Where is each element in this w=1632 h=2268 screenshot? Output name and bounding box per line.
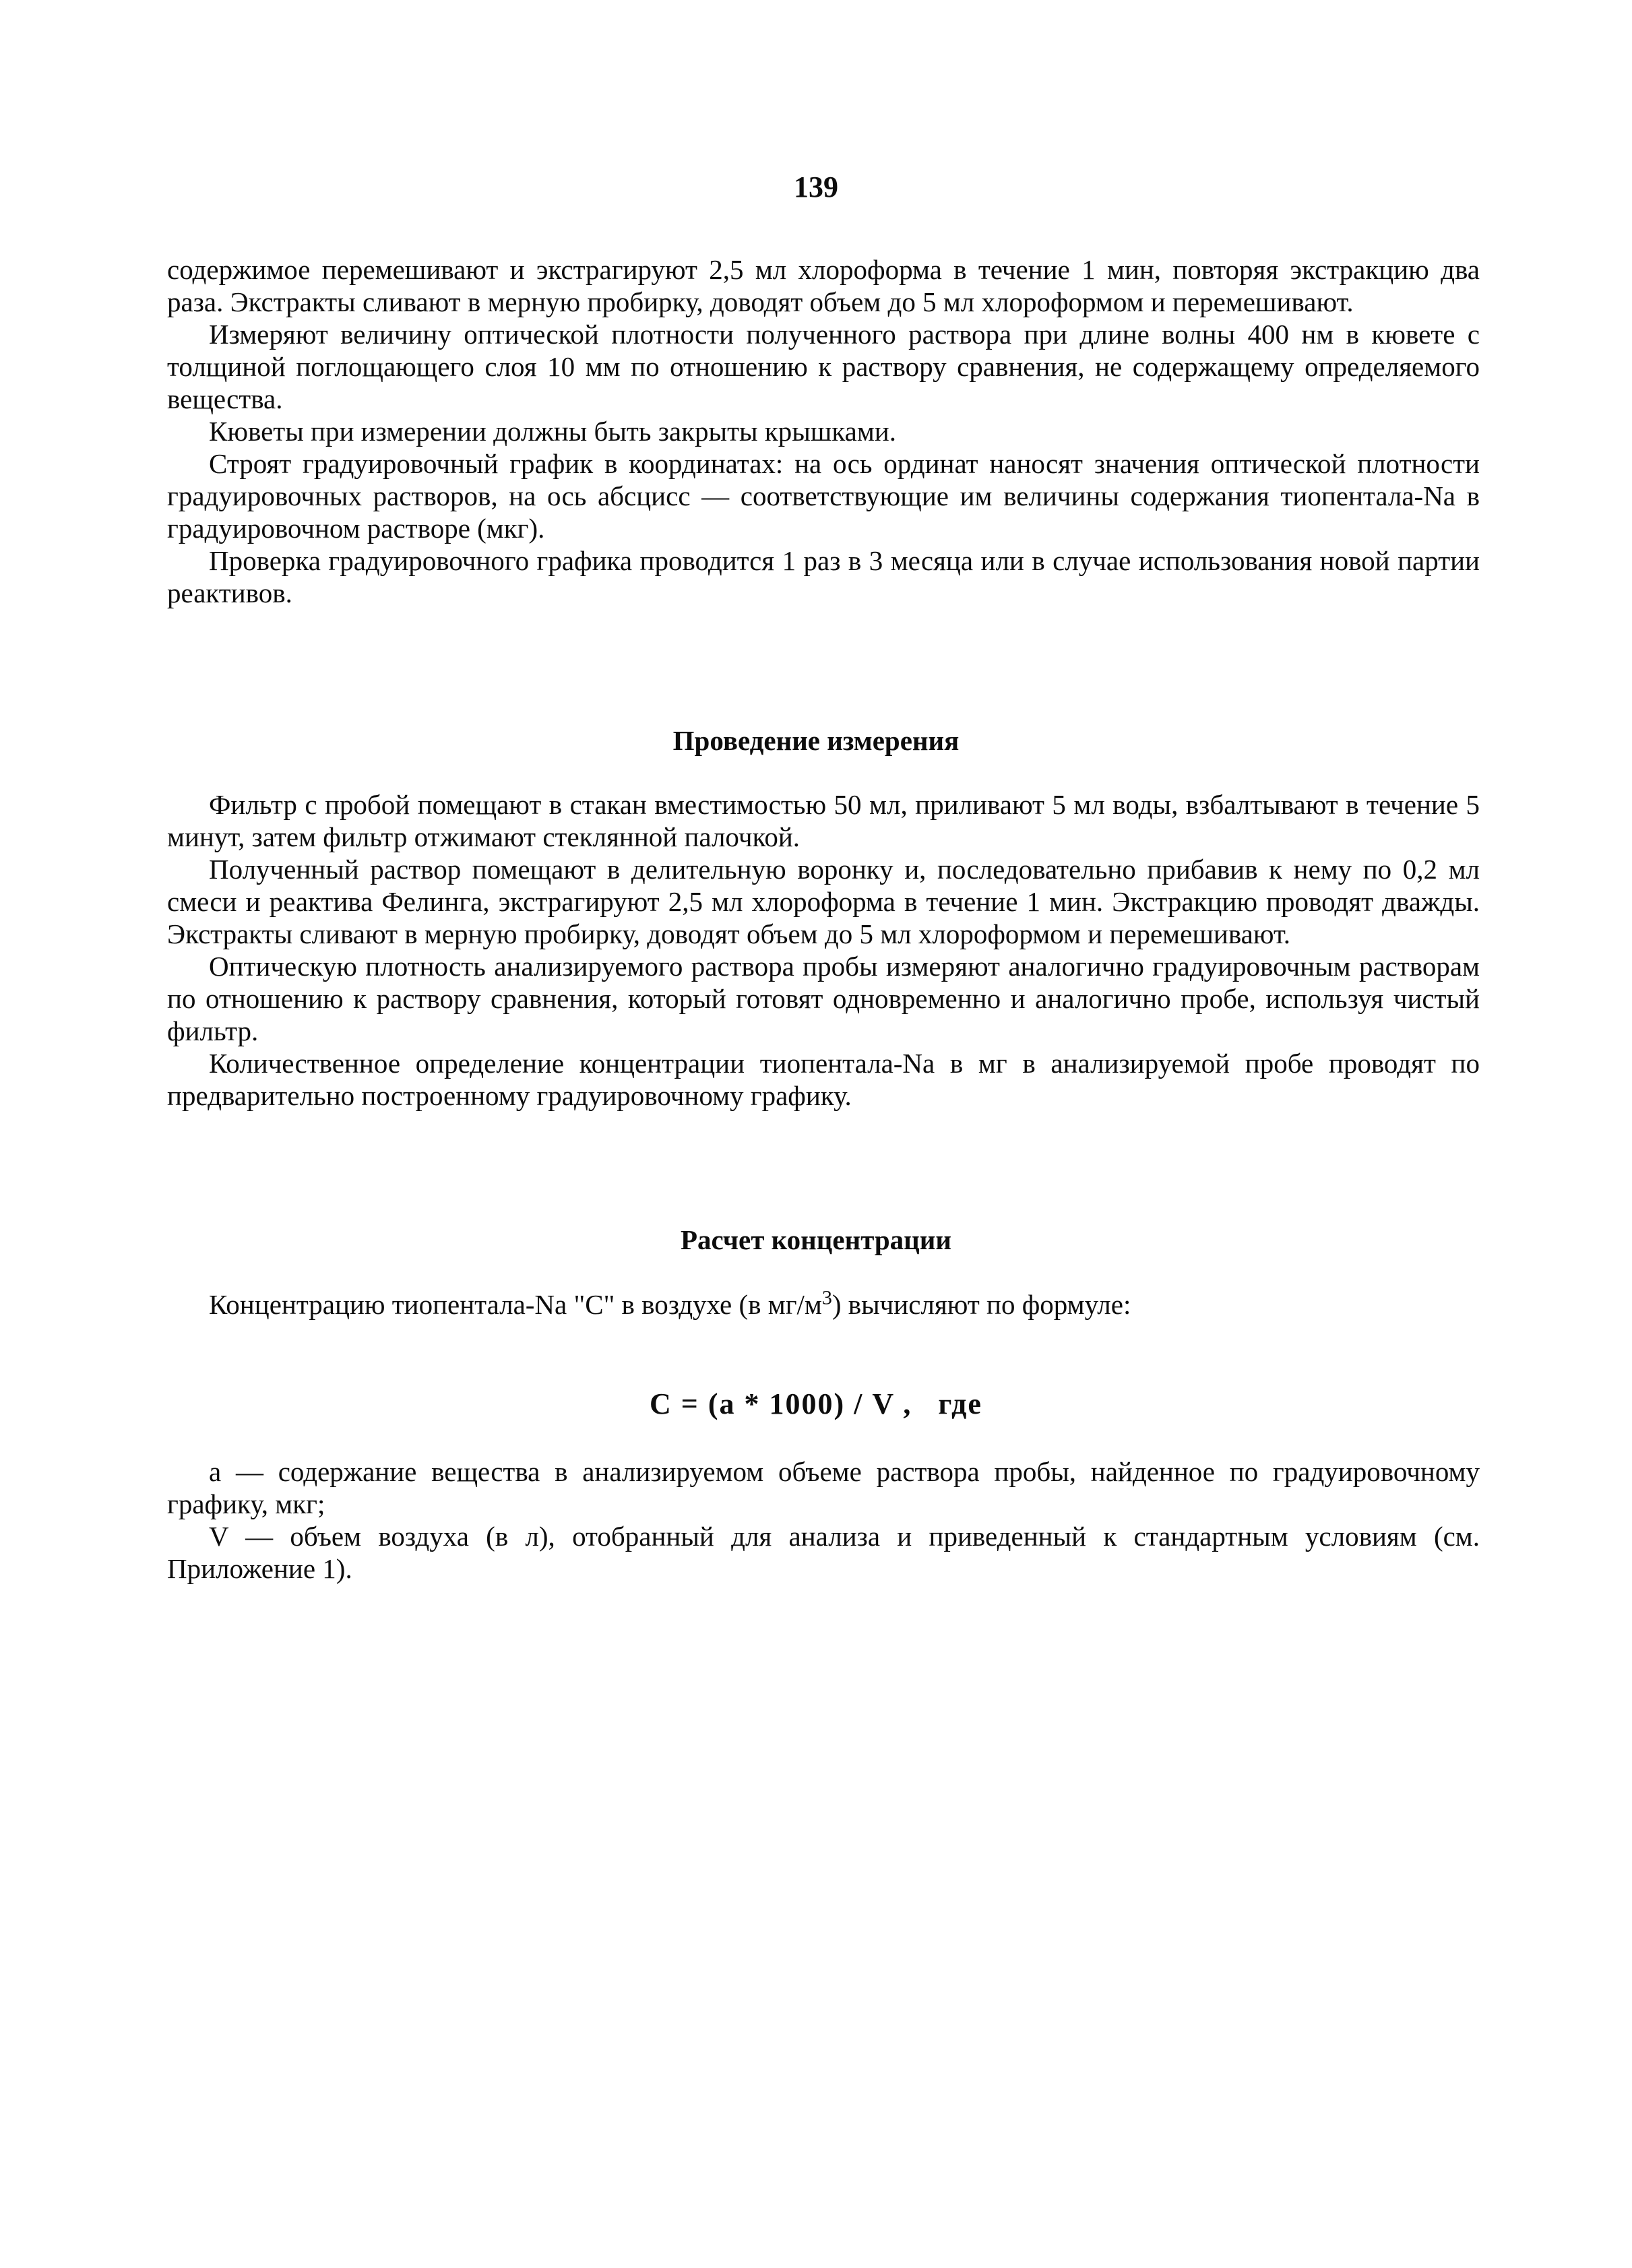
definitions-section: [167, 1455, 1480, 1585]
calculation-intro: [167, 1288, 1480, 1321]
superscript: 3: [821, 1286, 832, 1309]
paragraph: [167, 1288, 1480, 1321]
paragraph: Измеряют величину оптической плотности полученного раствора при длине волны 400 нм в кювете с толщиной поглощающего слоя 10 мм по отношению к раствору сравнения, не содержащему определяемого вещества.: [167, 319, 1480, 414]
calculation-intro-text-end: ) вычисляют по формуле:: [831, 1289, 1131, 1320]
paragraph: Проверка градуировочного графика проводится 1 раз в 3 месяца или в случае использования новой партии реактивов.: [167, 545, 1480, 608]
intro-section: [167, 253, 1480, 609]
paragraph: Фильтр с пробой помещают в стакан вместимостью 50 мл, приливают 5 мл воды, взбалтывают в течение 5 минут, затем фильтр отжимают стеклянной палочкой.: [167, 789, 1480, 852]
paragraph: Оптическую плотность анализируемого раствора пробы измеряют аналогично градуировочным растворам по отношению к раствору сравнения, который готовят одновременно и аналогично пробе, используя чистый фильтр.: [167, 951, 1480, 1046]
definition-item: V — объем воздуха (в л), отобранный для анализа и приведенный к стандартным условиям (см. Приложение 1).: [167, 1521, 1480, 1584]
definition-item: а — содержание вещества в анализируемом объеме раствора пробы, найденное по градуировочному графику, мкг;: [167, 1456, 1480, 1519]
measurement-section: [167, 788, 1480, 1112]
calculation-intro-text: Концентрацию тиопентала-Na "С" в воздухе (в мг/м: [209, 1289, 822, 1320]
paragraph: Количественное определение концентрации тиопентала-Na в мг в анализируемой пробе проводят по предварительно построенному градуировочному графику.: [167, 1048, 1480, 1111]
paragraph: содержимое перемешивают и экстрагируют 2,5 мл хлороформа в течение 1 мин, повторяя экстракцию два раза. Экстракты сливают в мерную пробирку, доводят объем до 5 мл хлороформом и перемешивают.: [167, 254, 1480, 317]
formula: С = (а * 1000) / V , где: [650, 1387, 982, 1420]
section-heading-calculation: Расчет концентрации: [680, 1224, 952, 1255]
paragraph: Кюветы при измерении должны быть закрыты крышками.: [209, 416, 896, 447]
page-number: 139: [794, 170, 838, 203]
section-heading-measurement: Проведение измерения: [672, 725, 960, 756]
paragraph: Полученный раствор помещают в делительную воронку и, последовательно прибавив к нему по 0,2 мл смеси и реактива Фелинга, экстрагируют 2,5 мл хлороформа в течение 1 мин. Экстракцию проводят дважды. Экстракты сливают в мерную пробирку, доводят объем до 5 мл хлороформом и перемешивают.: [167, 854, 1480, 949]
paragraph: Строят градуировочный график в координатах: на ось ординат наносят значения оптической плотности градуировочных растворов, на ось абсцисс — соответствующие им величины содержания тиопентала-Na в градуировочном растворе (мкг).: [167, 448, 1480, 544]
